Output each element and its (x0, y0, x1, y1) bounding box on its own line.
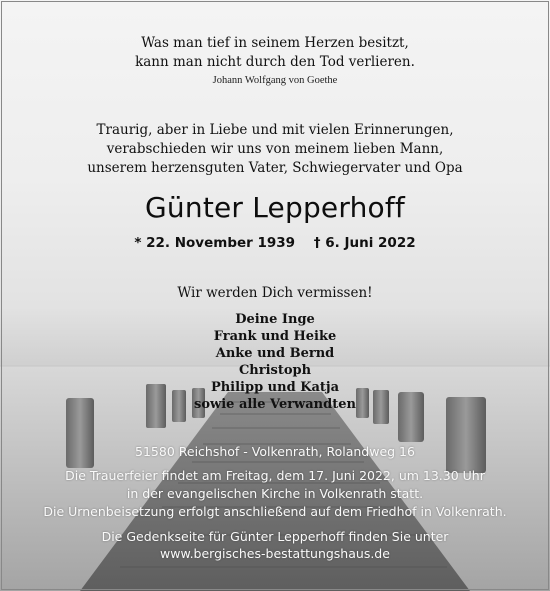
memorial-url-link[interactable]: www.bergisches-bestattungshaus.de (160, 546, 390, 561)
quote-line-2: kann man nicht durch den Tod verlieren. (135, 54, 415, 70)
death-date: † 6. Juni 2022 (313, 235, 416, 251)
birth-date: * 22. November 1939 (134, 235, 296, 251)
family-member: Deine Inge (235, 312, 315, 327)
family-member: Philipp und Katja (210, 380, 340, 395)
goethe-quote (0, 34, 550, 72)
family-member: Frank und Heike (213, 329, 337, 344)
quote-line-1: Was man tief in seinem Herzen besitzt, (141, 35, 409, 51)
family-member: Christoph (238, 363, 312, 378)
family-member: Anke und Bernd (215, 346, 335, 361)
miss-text: Wir werden Dich vermissen! (177, 285, 373, 301)
ceremony-line-1: Die Trauerfeier findet am Freitag, dem 17. Juni 2022, um 13.30 Uhr (65, 468, 485, 483)
ceremony-line-2: in der evangelischen Kirche in Volkenrath statt. (126, 486, 424, 501)
intro-text (0, 121, 550, 178)
family-address: 51580 Reichshof - Volkenrath, Rolandweg 16 (135, 444, 415, 459)
deceased-name: Günter Lepperhoff (145, 191, 405, 224)
memorial-page-info (0, 528, 550, 562)
ceremony-info (0, 467, 550, 521)
ceremony-line-3: Die Urnenbeisetzung erfolgt anschließend auf dem Friedhof in Volkenrath. (43, 504, 507, 519)
quote-author: Johann Wolfgang von Goethe (212, 75, 338, 86)
intro-line-1: Traurig, aber in Liebe und mit vielen Erinnerungen, (96, 122, 454, 138)
family-member: sowie alle Verwandten (194, 397, 356, 412)
life-dates (0, 235, 550, 251)
intro-line-3: unserem herzensguten Vater, Schwiegervater und Opa (87, 160, 463, 176)
family-list (0, 311, 550, 413)
intro-line-2: verabschieden wir uns von meinem lieben Mann, (106, 141, 444, 157)
memorial-text: Die Gedenkseite für Günter Lepperhoff finden Sie unter (101, 529, 449, 544)
